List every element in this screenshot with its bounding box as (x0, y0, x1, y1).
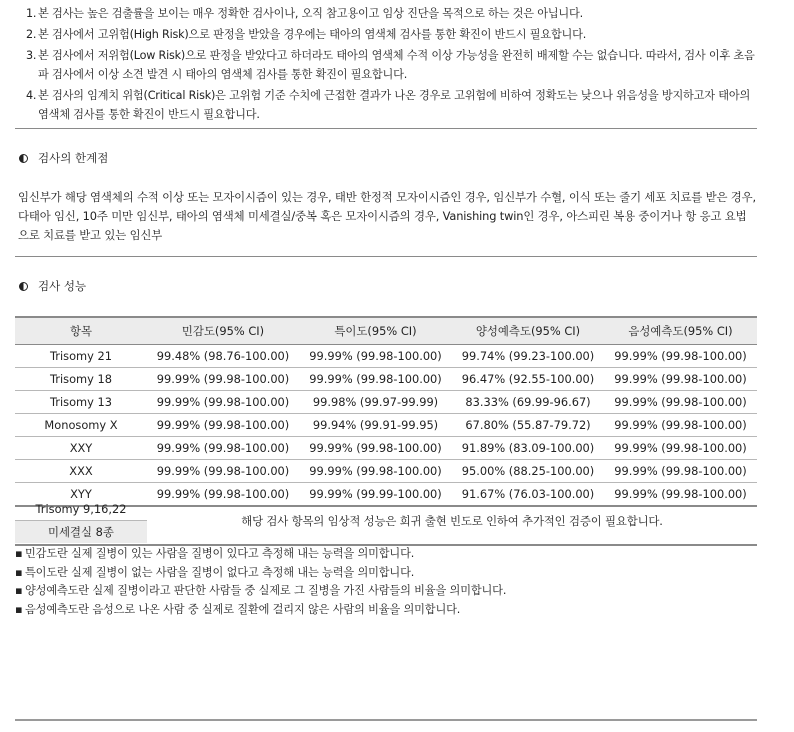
table-row (15, 391, 757, 414)
half-circle-icon (19, 282, 28, 291)
table-cell: 99.98% (99.97-99.99) (299, 391, 452, 414)
extra-note: 해당 검사 항목의 임상적 성능은 희귀 출현 빈도로 인하여 추가적인 검증이 필요합니다. (241, 514, 663, 528)
note-number: 4. (26, 89, 37, 102)
notes-list (26, 4, 757, 126)
table-cell: 99.99% (99.98-100.00) (299, 460, 452, 483)
table-cell: Trisomy 13 (15, 391, 147, 414)
note-number: 1. (26, 7, 37, 20)
definition-item: ▪ 민감도란 실제 질병이 있는 사람을 질병이 있다고 측정해 내는 능력을 의미합니다. (15, 547, 415, 560)
header-cell: 민감도(95% CI) (147, 317, 299, 345)
table-cell: 99.99% (99.98-100.00) (147, 368, 299, 391)
note-number: 2. (26, 28, 37, 41)
extra-items-block (15, 498, 757, 546)
definition-text: 민감도란 실제 질병이 있는 사람을 질병이 있다고 측정해 내는 능력을 의미합니다. (25, 547, 415, 560)
performance-table (15, 316, 757, 507)
extra-item: 미세결실 8종 (15, 521, 147, 543)
table-cell: 99.99% (99.98-100.00) (147, 483, 299, 507)
table-cell: 99.99% (99.98-100.00) (299, 368, 452, 391)
table-cell: Trisomy 18 (15, 368, 147, 391)
header-cell: 양성예측도(95% CI) (452, 317, 604, 345)
table-cell: 96.47% (92.55-100.00) (452, 368, 604, 391)
table-cell: 99.99% (99.98-100.00) (604, 368, 757, 391)
table-cell: 91.67% (76.03-100.00) (452, 483, 604, 507)
table-cell: XXY (15, 437, 147, 460)
note-item (26, 25, 757, 44)
note-item (26, 4, 757, 23)
definition-text: 특이도란 실제 질병이 없는 사람을 질병이 없다고 측정해 내는 능력을 의미합니다. (25, 565, 415, 579)
table-cell: 99.99% (99.98-100.00) (147, 414, 299, 437)
note-text: 본 검사의 임계치 위험(Critical Risk)은 고위험 기준 수치에 근접한 결과가 나온 경우로 고위험에 비하여 정확도는 낮으나 위음성을 방지하고자 태아의 염색체 검사를 통한 확진이 반드시 필요합니다. (38, 89, 751, 121)
performance-title-text: 검사 성능 (38, 279, 87, 293)
table-cell: 67.80% (55.87-79.72) (452, 414, 604, 437)
limits-text: 임신부가 해당 염색체의 수적 이상 또는 모자이시즘이 있는 경우, 태반 한정적 모자이시즘인 경우, 임신부가 수혈, 이식 또는 줄기 세포 치료를 받은 경우, 다태아 임신, 10주 미만 임신부, 태아의 염색체 미세결실/중복 혹은 모자이시즘의 경우, Vanishing twin인 경우, 아스피린 복용 중이거나 항 응고 요법으로 치료를 받고 있는 임신부 (18, 190, 756, 242)
table-cell: 99.48% (98.76-100.00) (147, 345, 299, 368)
table-cell: XYY (15, 483, 147, 507)
table-cell: 99.99% (99.98-100.00) (604, 414, 757, 437)
table-cell: 91.89% (83.09-100.00) (452, 437, 604, 460)
table-cell: 99.99% (99.98-100.00) (299, 345, 452, 368)
table-cell: Trisomy 21 (15, 345, 147, 368)
table-cell: 99.99% (99.98-100.00) (604, 483, 757, 507)
header-cell: 항목 (15, 317, 147, 345)
table-cell: 99.94% (99.91-99.95) (299, 414, 452, 437)
footer-divider (15, 719, 757, 721)
definition-item: ▪ 양성예측도란 실제 질병이라고 판단한 사람들 중 실제로 그 질병을 가진 사람들의 비율을 의미합니다. (15, 584, 507, 597)
table-cell: 99.74% (99.23-100.00) (452, 345, 604, 368)
limits-section-title (19, 148, 108, 168)
table-cell: Monosomy X (15, 414, 147, 437)
table-cell: 99.99% (99.98-100.00) (147, 460, 299, 483)
table-cell: 99.99% (99.98-100.00) (604, 437, 757, 460)
performance-section-title (19, 276, 86, 296)
table-cell: 83.33% (69.99-96.67) (452, 391, 604, 414)
table-row (15, 414, 757, 437)
table-cell: 95.00% (88.25-100.00) (452, 460, 604, 483)
table-cell: 99.99% (99.99-100.00) (299, 483, 452, 507)
half-circle-icon (19, 154, 28, 163)
divider (15, 256, 757, 257)
note-item (26, 46, 757, 84)
table-row (15, 437, 757, 460)
table-row (15, 368, 757, 391)
report-page (15, 0, 757, 732)
table-cell: 99.99% (99.98-100.00) (604, 345, 757, 368)
definitions-list (15, 545, 757, 619)
note-text: 본 검사는 높은 검출률을 보이는 매우 정확한 검사이나, 오직 참고용이고 임상 진단을 목적으로 하는 것은 아닙니다. (38, 7, 583, 20)
definition-item: ▪ 음성예측도란 음성으로 나온 사람 중 실제로 질환에 걸리지 않은 사람의 비율을 의미합니다. (15, 602, 461, 616)
divider (15, 128, 757, 129)
limits-title-text: 검사의 한계점 (38, 151, 109, 165)
header-cell: 특이도(95% CI) (299, 317, 452, 345)
table-row (15, 460, 757, 483)
table-header-row (15, 317, 757, 345)
table-cell: 99.99% (99.98-100.00) (147, 437, 299, 460)
note-item (26, 86, 757, 124)
table-cell: XXX (15, 460, 147, 483)
table-row (15, 345, 757, 368)
table-cell: 99.99% (99.98-100.00) (147, 391, 299, 414)
table-cell: 99.99% (99.98-100.00) (604, 460, 757, 483)
definition-text: 양성예측도란 실제 질병이라고 판단한 사람들 중 실제로 그 질병을 가진 사람들의 비율을 의미합니다. (25, 584, 507, 597)
table-cell: 99.99% (99.98-100.00) (299, 437, 452, 460)
extra-item: Trisomy 9,16,22 (15, 498, 147, 521)
definition-item: ▪ 특이도란 실제 질병이 없는 사람을 질병이 없다고 측정해 내는 능력을 의미합니다. (15, 565, 415, 579)
header-cell: 음성예측도(95% CI) (604, 317, 757, 345)
table-cell: 99.99% (99.98-100.00) (604, 391, 757, 414)
note-text: 본 검사에서 고위험(High Risk)으로 판정을 받았을 경우에는 태아의 염색체 검사를 통한 확진이 반드시 필요합니다. (38, 28, 587, 41)
note-number: 3. (26, 49, 37, 62)
definition-text: 음성예측도란 음성으로 나온 사람 중 실제로 질환에 걸리지 않은 사람의 비율을 의미합니다. (25, 602, 461, 616)
note-text: 본 검사에서 저위험(Low Risk)으로 판정을 받았다고 하더라도 태아의 염색체 수적 이상 가능성을 완전히 배제할 수는 없습니다. 따라서, 검사 이후 초음파 검사에서 이상 소견 발견 시 태아의 염색체 검사를 통한 확진이 필요합니다. (38, 49, 755, 81)
